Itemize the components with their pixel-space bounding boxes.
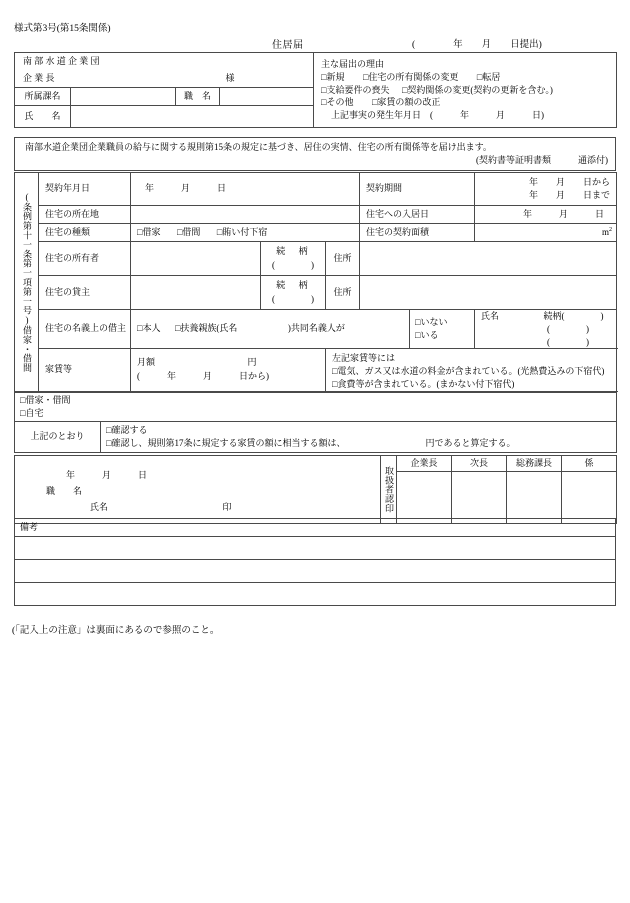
contract-period-label: 契約期間 [360, 173, 475, 206]
approval-side-label-cell [381, 456, 397, 524]
statement-table [14, 137, 616, 171]
signature-date[interactable]: 年 月 日 [66, 470, 148, 481]
remarks-line-1[interactable] [15, 537, 616, 560]
owner-relation-cell[interactable] [261, 242, 326, 276]
contract-period-from: 年 月 日から [529, 176, 611, 187]
reason-label-contract-change: 契約関係の変更(契約の更新を含む。) [407, 84, 553, 95]
signature-and-approval-table [14, 455, 617, 524]
remarks-table [14, 518, 616, 606]
owner-address-label: 住所 [326, 242, 360, 276]
nominee-checkbox-self[interactable]: □ [137, 323, 143, 334]
addressee-chief: 企 業 長 [15, 70, 176, 88]
housing-type-options[interactable] [131, 224, 360, 242]
contract-area-label: 住宅の契約面積 [360, 224, 475, 242]
contract-period-input[interactable] [475, 173, 617, 206]
lessor-relation-input: ( ) [272, 293, 314, 304]
housing-type-label-rental-house: 借家 [142, 226, 161, 237]
rent-inclusion-meals[interactable] [332, 378, 613, 391]
rent-currency-label: 円 [247, 357, 257, 368]
nominee-exist-options[interactable] [410, 310, 475, 349]
rent-from-date[interactable]: ( 年 月 日から) [137, 371, 269, 382]
reason-event-date-field[interactable]: 上記事実の発生年月日 ( 年 月 日) [331, 110, 545, 121]
movein-date-input[interactable]: 年 月 日 [475, 206, 617, 224]
reason-checkbox-new[interactable]: □ [321, 71, 327, 82]
type-and-confirmation-table [14, 392, 617, 453]
reason-checkbox-moving[interactable]: □ [476, 71, 483, 82]
addressee-honorific: 様 [176, 70, 314, 88]
housing-type-label-rental-room: 借間 [182, 226, 201, 237]
nominee-name-label: 氏名 [481, 311, 500, 321]
addressee-organization: 南 部 水 道 企 業 団 [15, 53, 314, 71]
nominee-label: 住宅の名義上の借主 [39, 310, 131, 349]
category-checkbox-own-home[interactable]: □ [20, 408, 26, 418]
nominee-checkbox-exists[interactable]: □ [415, 330, 421, 341]
statement-cell [15, 138, 616, 171]
category-checkbox-rental[interactable]: □ [20, 394, 26, 405]
approval-header-staff: 係 [562, 456, 617, 472]
nominee-options[interactable] [131, 310, 410, 349]
area-unit: m [602, 226, 610, 237]
document-title-row [14, 36, 614, 50]
addressee-and-reason-table [14, 52, 617, 128]
housing-address-label: 住宅の所在地 [39, 206, 131, 224]
position-label: 職 名 [176, 88, 220, 106]
department-label: 所属課名 [15, 88, 71, 106]
category-label-own-home: 自宅 [25, 408, 44, 418]
owner-address-input[interactable] [360, 242, 617, 276]
nominee-checkbox-dependent[interactable]: □ [174, 323, 181, 334]
lessor-address-input[interactable] [360, 276, 617, 310]
nominee-checkbox-none[interactable]: □ [415, 316, 421, 327]
reason-options-line-1[interactable] [321, 71, 613, 84]
owner-name-input[interactable] [131, 242, 261, 276]
rent-note-heading: 左記家賃等には [332, 353, 396, 364]
reason-checkbox-other[interactable]: □ [321, 97, 327, 108]
confirmation-options[interactable] [101, 422, 617, 453]
rent-checkbox-meals[interactable]: □ [332, 379, 338, 390]
approval-header-deputy: 次長 [452, 456, 507, 472]
remarks-line-3[interactable] [15, 583, 616, 606]
signature-seal-label: 印 [222, 501, 232, 512]
reason-label-other: その他 [326, 97, 354, 108]
rent-checkbox-utilities[interactable]: □ [332, 366, 338, 377]
approval-header-chief: 企業長 [397, 456, 452, 472]
contract-period-to: 年 月 日まで [529, 190, 611, 200]
remarks-line-2[interactable] [15, 560, 616, 583]
page-title: 住居届 [272, 40, 304, 51]
nominee-label-dependent: 扶養親族(氏名 [180, 323, 238, 334]
housing-address-input[interactable] [131, 206, 360, 224]
department-input[interactable] [71, 88, 176, 106]
lessor-address-label: 住所 [326, 276, 360, 310]
nominee-label-self: 本人 [142, 323, 161, 334]
owner-label: 住宅の所有者 [39, 242, 131, 276]
position-input[interactable] [220, 88, 314, 106]
statement-text: 南部水道企業団企業職員の給与に関する規則第15条の規定に基づき、居住の実情、住宅の所有関係等を届け出ます。 [25, 141, 492, 152]
nominee-name-row[interactable] [481, 310, 613, 323]
confirm-label-calculated-suffix: 円であると算定する。 [425, 438, 516, 448]
side-label-text: (条例第十一条第一項第一号)借家・借間 [22, 191, 32, 373]
reason-label-ownership-change: 住宅の所有関係の変更 [368, 71, 459, 82]
rent-inclusion-utilities[interactable] [332, 365, 613, 378]
signature-cell[interactable] [15, 456, 381, 524]
applicant-name-label: 氏 名 [15, 106, 71, 128]
reason-cell [314, 53, 617, 128]
owner-relation-label: 続 柄 [276, 246, 310, 257]
housing-type-label: 住宅の種類 [39, 224, 131, 242]
lessor-relation-cell[interactable] [261, 276, 326, 310]
applicant-name-input[interactable] [71, 106, 314, 128]
housing-type-checkbox-boarding[interactable]: □ [216, 226, 223, 237]
confirm-label-calculated-prefix: 確認し、規則第17条に規定する家賃の額に相当する額は、 [111, 438, 346, 448]
owner-relation-input: ( ) [272, 259, 314, 270]
area-unit-superscript: 2 [609, 226, 613, 233]
housing-details-table [14, 172, 617, 392]
rent-monthly-label: 月額 [137, 357, 156, 368]
movein-date-label: 住宅への入居日 [360, 206, 475, 224]
rent-inclusions-cell[interactable] [326, 349, 617, 392]
reason-label-loss-eligibility: 支給要件の喪失 [326, 84, 390, 95]
reason-label-new: 新規 [326, 71, 345, 82]
lessor-name-input[interactable] [131, 276, 261, 310]
approval-seal-box-general-affairs[interactable] [507, 471, 562, 523]
rent-label-utilities: 電気、ガス又は水道の料金が含まれている。(光熱費込みの下宿代) [337, 366, 605, 377]
confirm-checkbox-simple[interactable]: □ [106, 424, 112, 435]
approval-header-general-affairs: 総務課長 [507, 456, 562, 472]
nominee-label-none: いない [420, 316, 448, 327]
reason-options-line-2[interactable] [321, 84, 613, 97]
statement-attachment[interactable]: (契約書等証明書類 通添付) [476, 155, 608, 165]
reason-checkbox-ownership-change[interactable]: □ [362, 71, 369, 82]
housing-category-options[interactable] [15, 393, 617, 422]
signature-position-label: 職 名 [46, 486, 83, 497]
reason-checkbox-contract-change[interactable]: □ [401, 84, 408, 95]
rent-amount-cell[interactable] [131, 349, 326, 392]
approval-seal-box-chief[interactable] [397, 471, 452, 523]
signature-name-label: 氏名 [90, 501, 109, 512]
category-label-rental: 借家・借間 [25, 394, 71, 405]
nominee-suffix-text: )共同名義人が [287, 323, 345, 334]
nominee-relation-row-2[interactable]: ( ) [547, 323, 590, 334]
nominee-detail-cell[interactable] [475, 310, 617, 349]
form-code: 様式第3号(第15条関係) [14, 24, 111, 34]
lessor-relation-label: 続 柄 [276, 280, 310, 291]
nominee-relation-label-1: 続柄( ) [543, 311, 604, 321]
housing-type-label-boarding: 賄い付下宿 [222, 226, 268, 237]
remarks-label: 備考 [15, 519, 616, 537]
approval-side-label-text: 取扱者認印 [384, 466, 394, 513]
confirm-label-simple: 確認する [111, 424, 148, 435]
rent-monthly-row[interactable] [137, 356, 322, 370]
housing-type-checkbox-rental-room[interactable]: □ [176, 226, 183, 237]
confirmation-label: 上記のとおり [15, 422, 101, 453]
lessor-label: 住宅の貸主 [39, 276, 131, 310]
housing-type-checkbox-rental-house[interactable]: □ [137, 226, 143, 237]
contract-date-input[interactable]: 年 月 日 [131, 173, 360, 206]
reason-label-moving: 転居 [482, 71, 501, 82]
reason-options-line-3[interactable] [321, 96, 613, 109]
submission-date-field[interactable]: ( 年 月 日提出) [412, 40, 542, 50]
reason-label-rent-revision: 家賃の額の改正 [377, 97, 441, 108]
contract-area-input[interactable] [475, 224, 617, 242]
rent-label: 家賃等 [39, 349, 131, 392]
approval-seal-box-deputy[interactable] [452, 471, 507, 523]
approval-seal-box-staff[interactable] [562, 471, 617, 523]
reason-heading: 主な届出の理由 [321, 59, 385, 70]
side-label-cell [15, 173, 39, 392]
footnote: (「記入上の注意」は裏面にあるので参照のこと。 [12, 626, 220, 636]
contract-date-label: 契約年月日 [39, 173, 131, 206]
reason-checkbox-rent-revision[interactable]: □ [371, 97, 378, 108]
signature-name-row[interactable] [18, 500, 377, 516]
nominee-label-exists: いる [420, 330, 439, 341]
nominee-relation-row-3[interactable]: ( ) [547, 336, 590, 347]
confirm-checkbox-calculated[interactable]: □ [106, 438, 112, 448]
rent-label-meals: 食費等が含まれている。(まかない付下宿代) [337, 379, 515, 390]
reason-checkbox-loss-eligibility[interactable]: □ [321, 84, 327, 95]
